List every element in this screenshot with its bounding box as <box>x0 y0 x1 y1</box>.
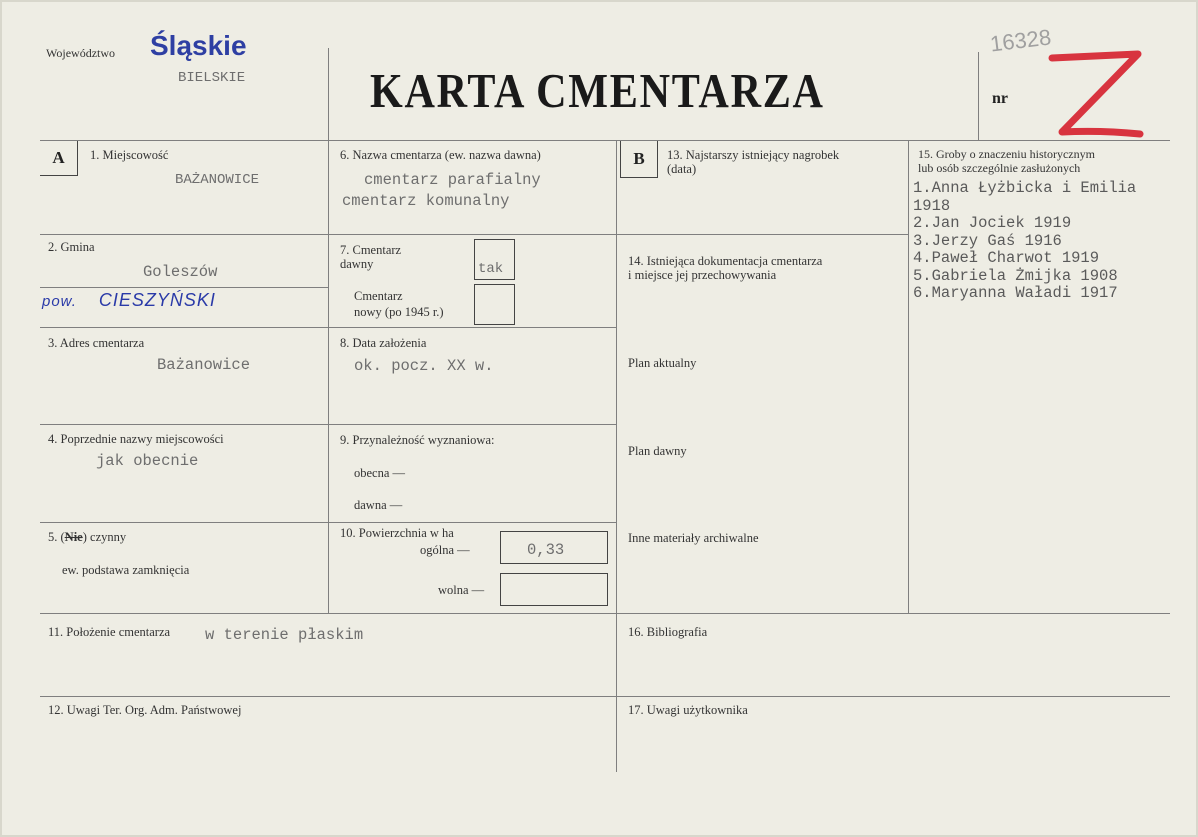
a-line-3 <box>40 424 328 425</box>
field-10-wolna-label: wolna — <box>438 583 485 597</box>
field-8-value: ok. pocz. XX w. <box>354 357 494 375</box>
field-10-label: 10. Powierzchnia w ha <box>340 526 454 540</box>
wojewodztwo-stamp: Śląskie <box>150 30 247 61</box>
wojewodztwo-label: Województwo <box>46 46 116 60</box>
field-5-label <box>48 530 126 544</box>
field-5-sublabel: ew. podstawa zamknięcia <box>62 563 190 577</box>
powiat-value: CIESZYŃSKI <box>98 290 216 310</box>
red-z-mark <box>1040 48 1150 143</box>
field-4-value: jak obecnie <box>96 452 199 470</box>
plan-dawny-label: Plan dawny <box>628 444 687 458</box>
nr-label: nr <box>992 90 1008 107</box>
field-7-label-2: Cmentarz nowy (po 1945 r.) <box>354 289 444 319</box>
field-6-label: 6. Nazwa cmentarza (ew. nazwa dawna) <box>340 148 541 162</box>
field-11-value: w terenie płaskim <box>205 626 364 644</box>
field-1-value: BAŻANOWICE <box>175 172 260 188</box>
field-3-label: 3. Adres cmentarza <box>48 336 145 350</box>
field-3-value: Bażanowice <box>157 356 251 374</box>
grid-top-line <box>40 140 1170 141</box>
field-12-label: 12. Uwagi Ter. Org. Adm. Państwowej <box>48 703 242 717</box>
a-line-2 <box>40 327 328 328</box>
field-7-label-1: 7. Cmentarz dawny <box>340 243 402 272</box>
page-title: KARTA CMENTARZA <box>370 63 825 118</box>
field-9-obecna: obecna — <box>354 466 406 480</box>
b-line-1 <box>616 234 908 235</box>
a-line-1 <box>40 234 328 235</box>
field-5-struck: Nie <box>64 530 83 544</box>
powiat-label: pow. <box>42 293 77 310</box>
field-5-suffix: ) czynny <box>82 530 127 544</box>
field-9-dawna: dawna — <box>354 498 403 512</box>
field-10-ogolna-label: ogólna — <box>420 543 470 557</box>
c2-line-3 <box>328 424 616 425</box>
field-10-ogolna-value: 0,33 <box>527 541 565 559</box>
field-4-label: 4. Poprzednie nazwy miejscowości <box>48 432 224 446</box>
c2-line-2 <box>328 327 616 328</box>
field-17-label: 17. Uwagi użytkownika <box>628 703 748 717</box>
field-6-value-2: cmentarz komunalny <box>342 192 510 210</box>
field-16-label: 16. Bibliografia <box>628 625 708 639</box>
row-12-top <box>40 696 1170 697</box>
field-5-prefix: 5. ( <box>48 530 65 544</box>
field-15-label: 15. Groby o znaczeniu historycznym lub osób szczególnie zasłużonych <box>918 147 1095 175</box>
wojewodztwo-typed: BIELSKIE <box>178 70 246 86</box>
field-11-label: 11. Położenie cmentarza <box>48 625 171 639</box>
a-line-4 <box>40 522 328 523</box>
field-7-dawny-value: tak <box>478 261 504 277</box>
field-8-label: 8. Data założenia <box>340 336 427 350</box>
header-divider-left <box>328 48 329 140</box>
plan-aktualny-label: Plan aktualny <box>628 356 697 370</box>
field-13-label: 13. Najstarszy istniejący nagrobek (data) <box>667 148 840 177</box>
grid-v1 <box>328 140 329 613</box>
field-7-nowy-box <box>474 284 515 325</box>
field-10-wolna-box <box>500 573 608 606</box>
section-a-marker: A <box>40 141 78 176</box>
field-1-label: 1. Miejscowość <box>90 148 169 162</box>
c2-line-1 <box>328 234 616 235</box>
field-2-label: 2. Gmina <box>48 240 95 254</box>
header-divider-right <box>978 52 979 140</box>
field-14-label: 14. Istniejąca dokumentacja cmentarza i miejsce jej przechowywania <box>628 254 823 283</box>
field-9-label: 9. Przynależność wyznaniowa: <box>340 433 495 447</box>
field-2-value: Goleszów <box>143 263 218 281</box>
a-line-pow <box>40 287 328 288</box>
c2-line-4 <box>328 522 616 523</box>
grid-v3 <box>908 140 909 613</box>
row-11-top <box>40 613 1170 614</box>
inne-materialy-label: Inne materiały archiwalne <box>628 531 759 545</box>
field-6-value-1: cmentarz parafialny <box>364 171 541 189</box>
field-15-graves-list: 1.Anna Łyżbicka i Emilia 1918 2.Jan Jociek 1919 3.Jerzy Gaś 1916 4.Paweł Charwot 1919 5.Gabriela Żmijka 1908 6.Maryanna Waładi 1917 <box>913 179 1137 302</box>
powiat-handwritten <box>42 290 216 311</box>
section-b-marker: B <box>620 141 658 178</box>
nr-pencil-number: 16328 <box>988 24 1053 57</box>
